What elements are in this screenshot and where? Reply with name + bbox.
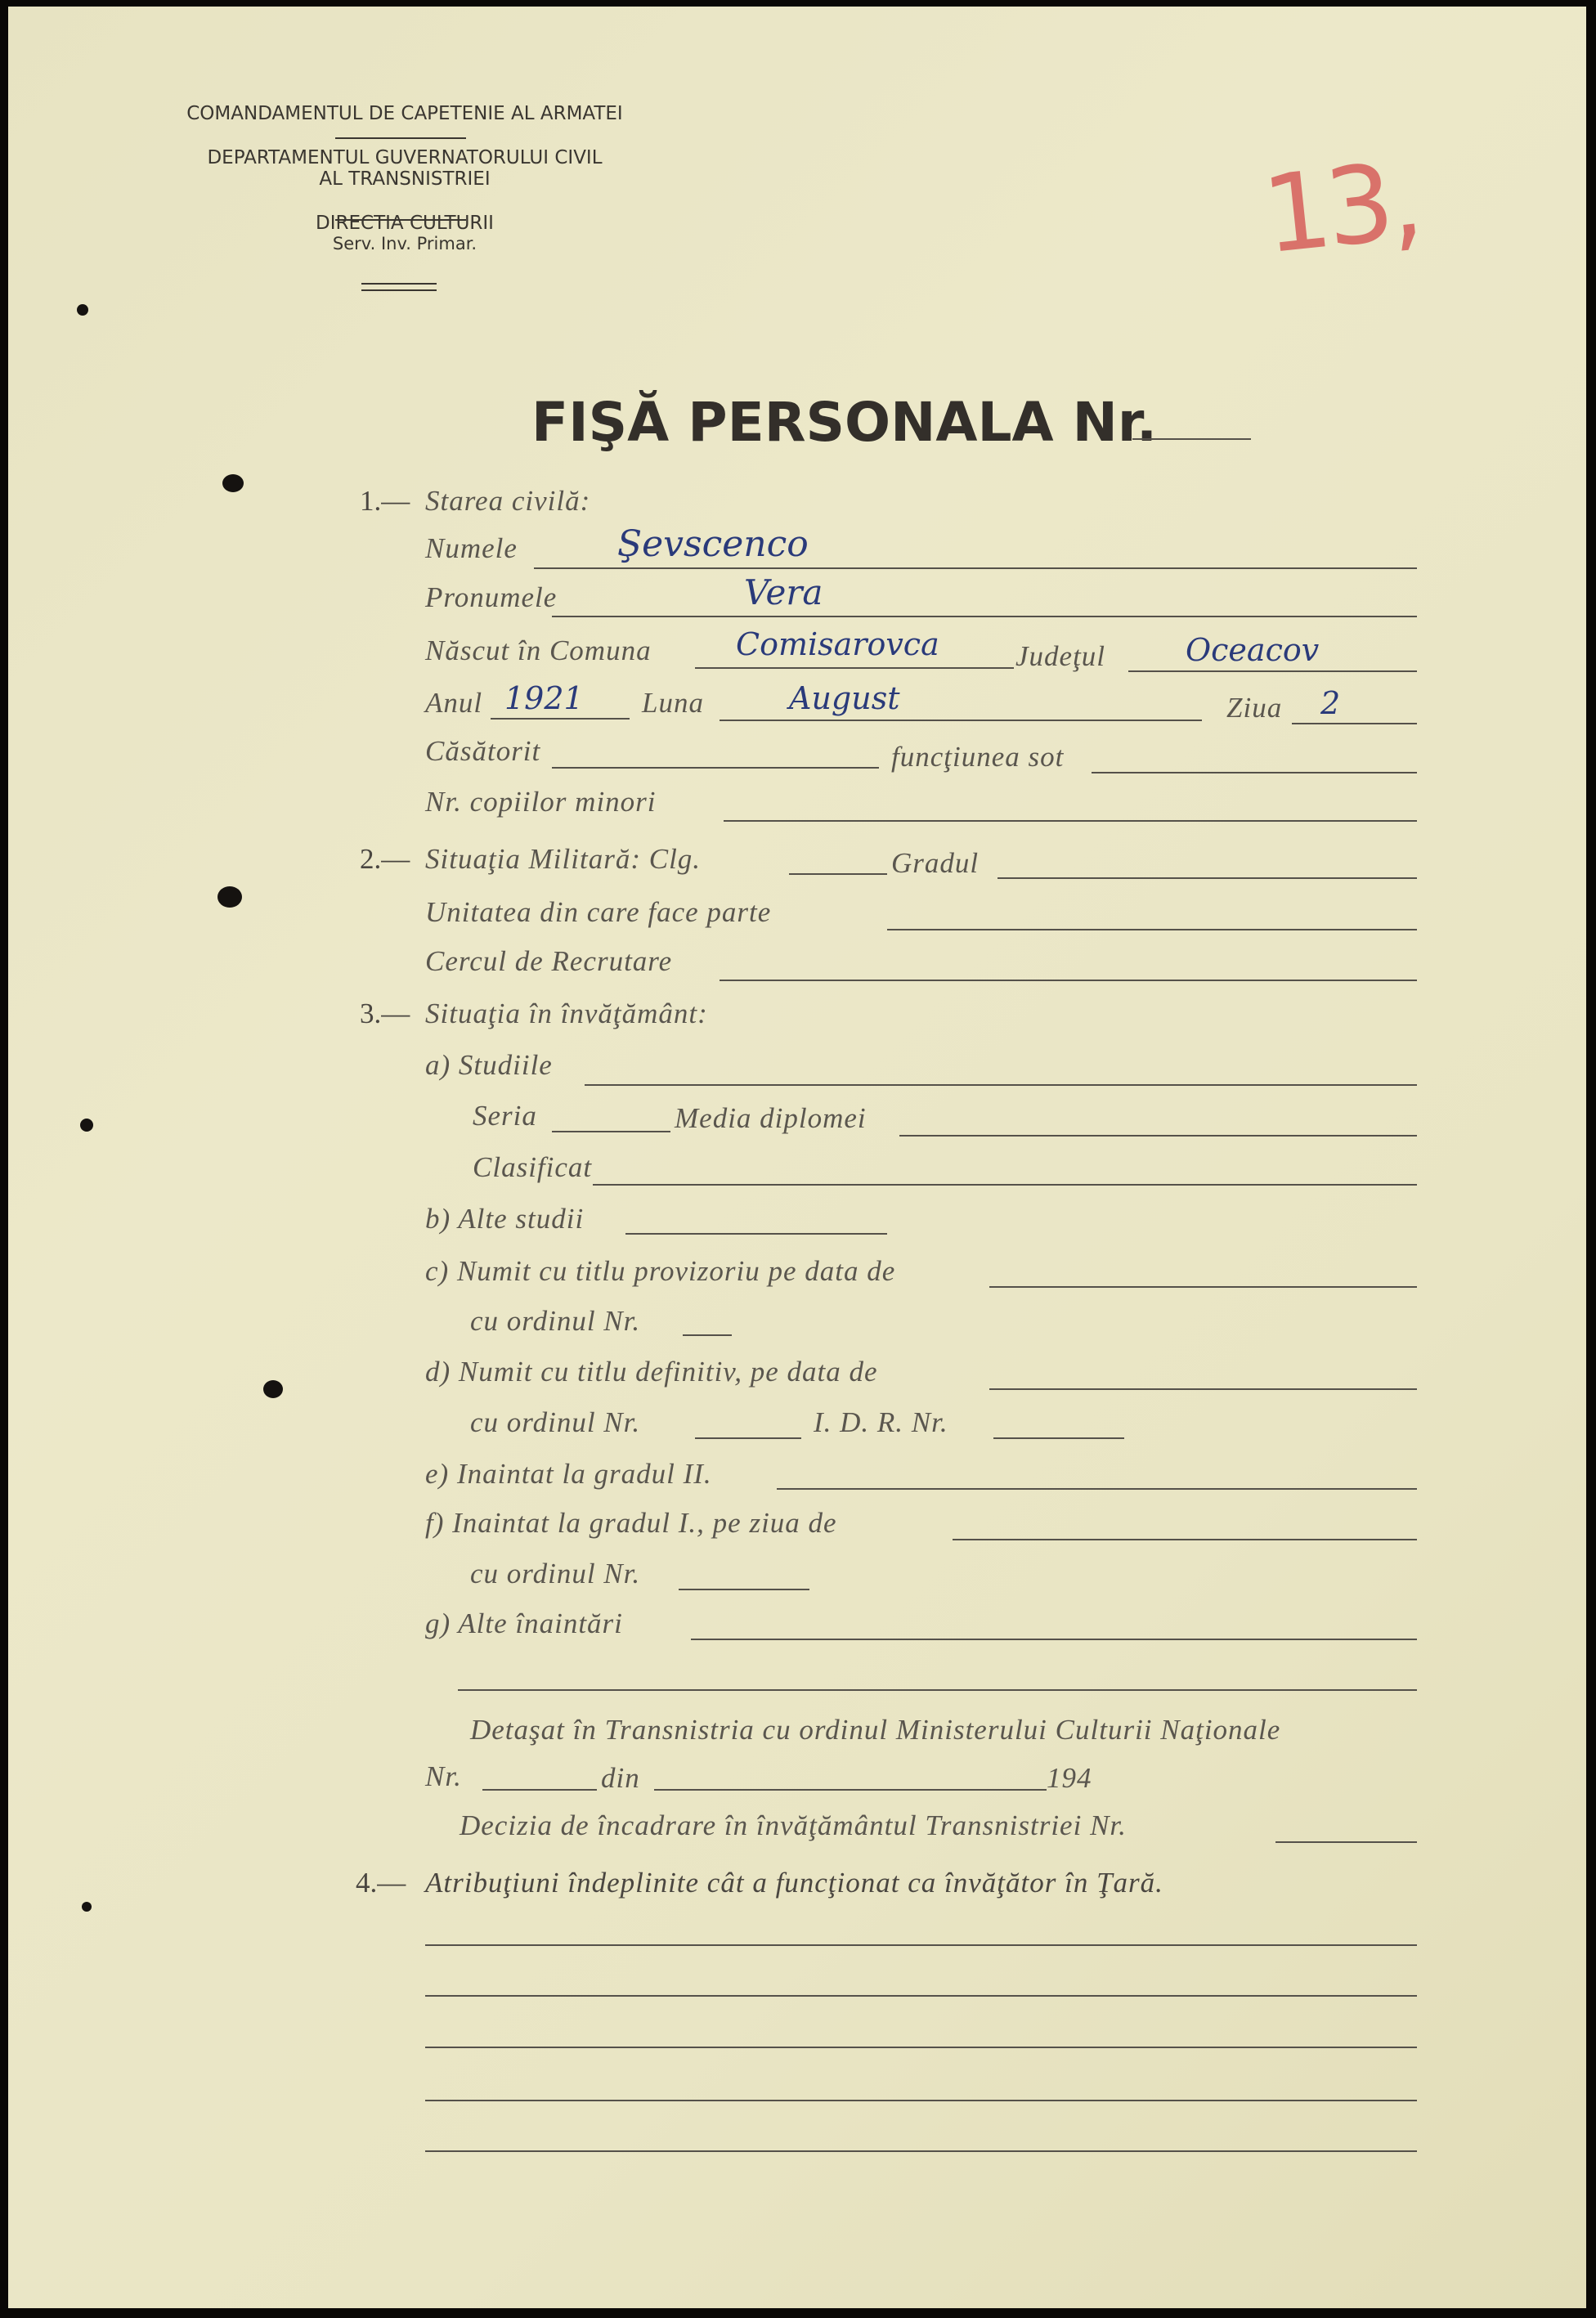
decizia-text: Decizia de încadrare în învăţământul Transnistriei Nr. <box>460 1809 1127 1841</box>
section-4-line-5 <box>425 2150 1417 2152</box>
header-line-2: DEPARTAMENTUL GUVERNATORULUI CIVIL <box>207 147 603 168</box>
section-4-number: 4.— <box>356 1867 406 1899</box>
numit-provizoriu-label: c) Numit cu titlu provizoriu pe data de <box>425 1255 896 1287</box>
section-2-heading: Situaţia Militară: Clg. <box>425 843 702 875</box>
title-number-line <box>1132 438 1251 440</box>
anul-value: 1921 <box>504 680 584 716</box>
punch-hole <box>77 304 88 316</box>
header-line-1: COMANDAMENTUL DE CAPETENIE AL ARMATEI <box>186 103 623 124</box>
detasat-din-label: din <box>601 1762 640 1794</box>
studiile-label: a) Studiile <box>425 1049 553 1081</box>
numit-provizoriu-line <box>989 1286 1417 1288</box>
header-rule-1 <box>335 137 466 139</box>
header-line-5: Serv. Inv. Primar. <box>332 234 477 253</box>
page-title: FIŞĂ PERSONALA Nr. <box>531 391 1158 454</box>
casatorit-line <box>552 767 879 769</box>
detasat-nr-label: Nr. <box>425 1760 462 1792</box>
unitatea-label: Unitatea din care face parte <box>425 896 772 928</box>
section-1-heading: Starea civilă: <box>425 485 591 517</box>
punch-hole <box>222 474 244 492</box>
inaintat-gradul-1-line <box>953 1539 1417 1540</box>
gradul-label: Gradul <box>891 847 980 879</box>
judetul-value: Oceacov <box>1186 632 1320 668</box>
studiile-line <box>585 1084 1417 1086</box>
section-3-number: 3.— <box>360 998 410 1029</box>
header-line-3: AL TRANSNISTRIEI <box>319 168 491 190</box>
luna-line <box>720 720 1202 721</box>
section-1-number: 1.— <box>360 485 410 517</box>
seria-line <box>552 1131 670 1132</box>
gradul-1-ordin-label: cu ordinul Nr. <box>470 1558 641 1589</box>
detasat-nr-line <box>482 1789 597 1791</box>
punch-hole <box>217 886 242 908</box>
casatorit-label: Căsătorit <box>425 735 541 767</box>
punch-hole <box>82 1902 92 1912</box>
gradul-1-ordin-line <box>679 1589 809 1590</box>
provizoriu-ordin-label: cu ordinul Nr. <box>470 1305 641 1337</box>
luna-label: Luna <box>642 687 704 719</box>
decizia-line <box>1275 1841 1417 1843</box>
clasificat-line <box>593 1184 1417 1186</box>
unitatea-line <box>887 929 1417 930</box>
ziua-label: Ziua <box>1226 692 1283 724</box>
clasificat-label: Clasificat <box>473 1151 593 1183</box>
header-rule-4 <box>361 289 437 291</box>
section-2-number: 2.— <box>360 843 410 875</box>
prenumele-line <box>552 616 1417 617</box>
copii-line <box>724 820 1417 822</box>
header-block <box>106 103 703 253</box>
section-3-heading: Situaţia în învăţământ: <box>425 998 708 1029</box>
inaintat-gradul-1-label: f) Inaintat la gradul I., pe ziua de <box>425 1507 837 1539</box>
inaintat-gradul-2-line <box>777 1488 1417 1490</box>
detasat-year: 194 <box>1047 1762 1092 1794</box>
judetul-label: Judeţul <box>1015 640 1106 672</box>
document-page <box>8 7 1586 2308</box>
section-4-line-3 <box>425 2047 1417 2048</box>
nascut-label: Născut în Comuna <box>425 634 652 666</box>
section-4-heading: Atribuţiuni îndeplinite cât a funcţionat ca învăţător în Ţară. <box>425 1867 1163 1899</box>
anul-label: Anul <box>425 687 483 719</box>
definitiv-ordin-label: cu ordinul Nr. <box>470 1406 641 1438</box>
archive-number-stamp: 13, <box>1257 137 1424 278</box>
alte-inaintari-label: g) Alte înaintări <box>425 1607 623 1639</box>
punch-hole <box>263 1380 283 1398</box>
media-line <box>899 1135 1417 1137</box>
copii-label: Nr. copiilor minori <box>425 786 657 818</box>
header-rule-3 <box>361 283 437 285</box>
judetul-line <box>1128 670 1417 672</box>
seria-label: Seria <box>473 1100 537 1132</box>
detasat-din-line <box>654 1789 1047 1791</box>
gradul-line <box>998 877 1417 879</box>
alte-studii-label: b) Alte studii <box>425 1203 585 1235</box>
idr-label: I. D. R. Nr. <box>814 1406 948 1438</box>
header-line-4: DIRECTIA CULTURII <box>316 213 494 234</box>
punch-hole <box>80 1119 93 1132</box>
header-rule-2 <box>335 219 466 221</box>
prenumele-label: Pronumele <box>425 581 558 613</box>
detasat-text: Detaşat în Transnistria cu ordinul Ministerului Culturii Naţionale <box>470 1714 1281 1746</box>
alte-studii-line <box>625 1233 887 1235</box>
alte-inaintari-line-2 <box>458 1689 1417 1691</box>
section-4-line-2 <box>425 1995 1417 1997</box>
media-label: Media diplomei <box>675 1102 867 1134</box>
numele-label: Numele <box>425 532 518 564</box>
luna-value: August <box>789 680 900 716</box>
definitiv-ordin-line <box>695 1437 801 1439</box>
ziua-value: 2 <box>1320 685 1341 721</box>
section-4-line-1 <box>425 1944 1417 1946</box>
nascut-line <box>695 667 1014 669</box>
ziua-line <box>1292 723 1417 724</box>
inaintat-gradul-2-label: e) Inaintat la gradul II. <box>425 1458 712 1490</box>
numele-value: Şevscenco <box>617 523 809 565</box>
numit-definitiv-line <box>989 1388 1417 1390</box>
alte-inaintari-line <box>691 1639 1417 1640</box>
functiunea-line <box>1092 772 1417 773</box>
cercul-label: Cercul de Recrutare <box>425 945 673 977</box>
cercul-line <box>720 980 1417 981</box>
provizoriu-ordin-line <box>683 1334 732 1336</box>
idr-line <box>993 1437 1124 1439</box>
functiunea-label: funcţiunea sot <box>891 741 1065 773</box>
numele-line <box>534 567 1417 569</box>
clg-line <box>789 873 887 875</box>
prenumele-value: Vera <box>744 572 823 612</box>
nascut-value: Comisarovca <box>736 626 939 662</box>
numit-definitiv-label: d) Numit cu titlu definitiv, pe data de <box>425 1356 878 1388</box>
section-4-line-4 <box>425 2100 1417 2101</box>
anul-line <box>491 718 630 720</box>
